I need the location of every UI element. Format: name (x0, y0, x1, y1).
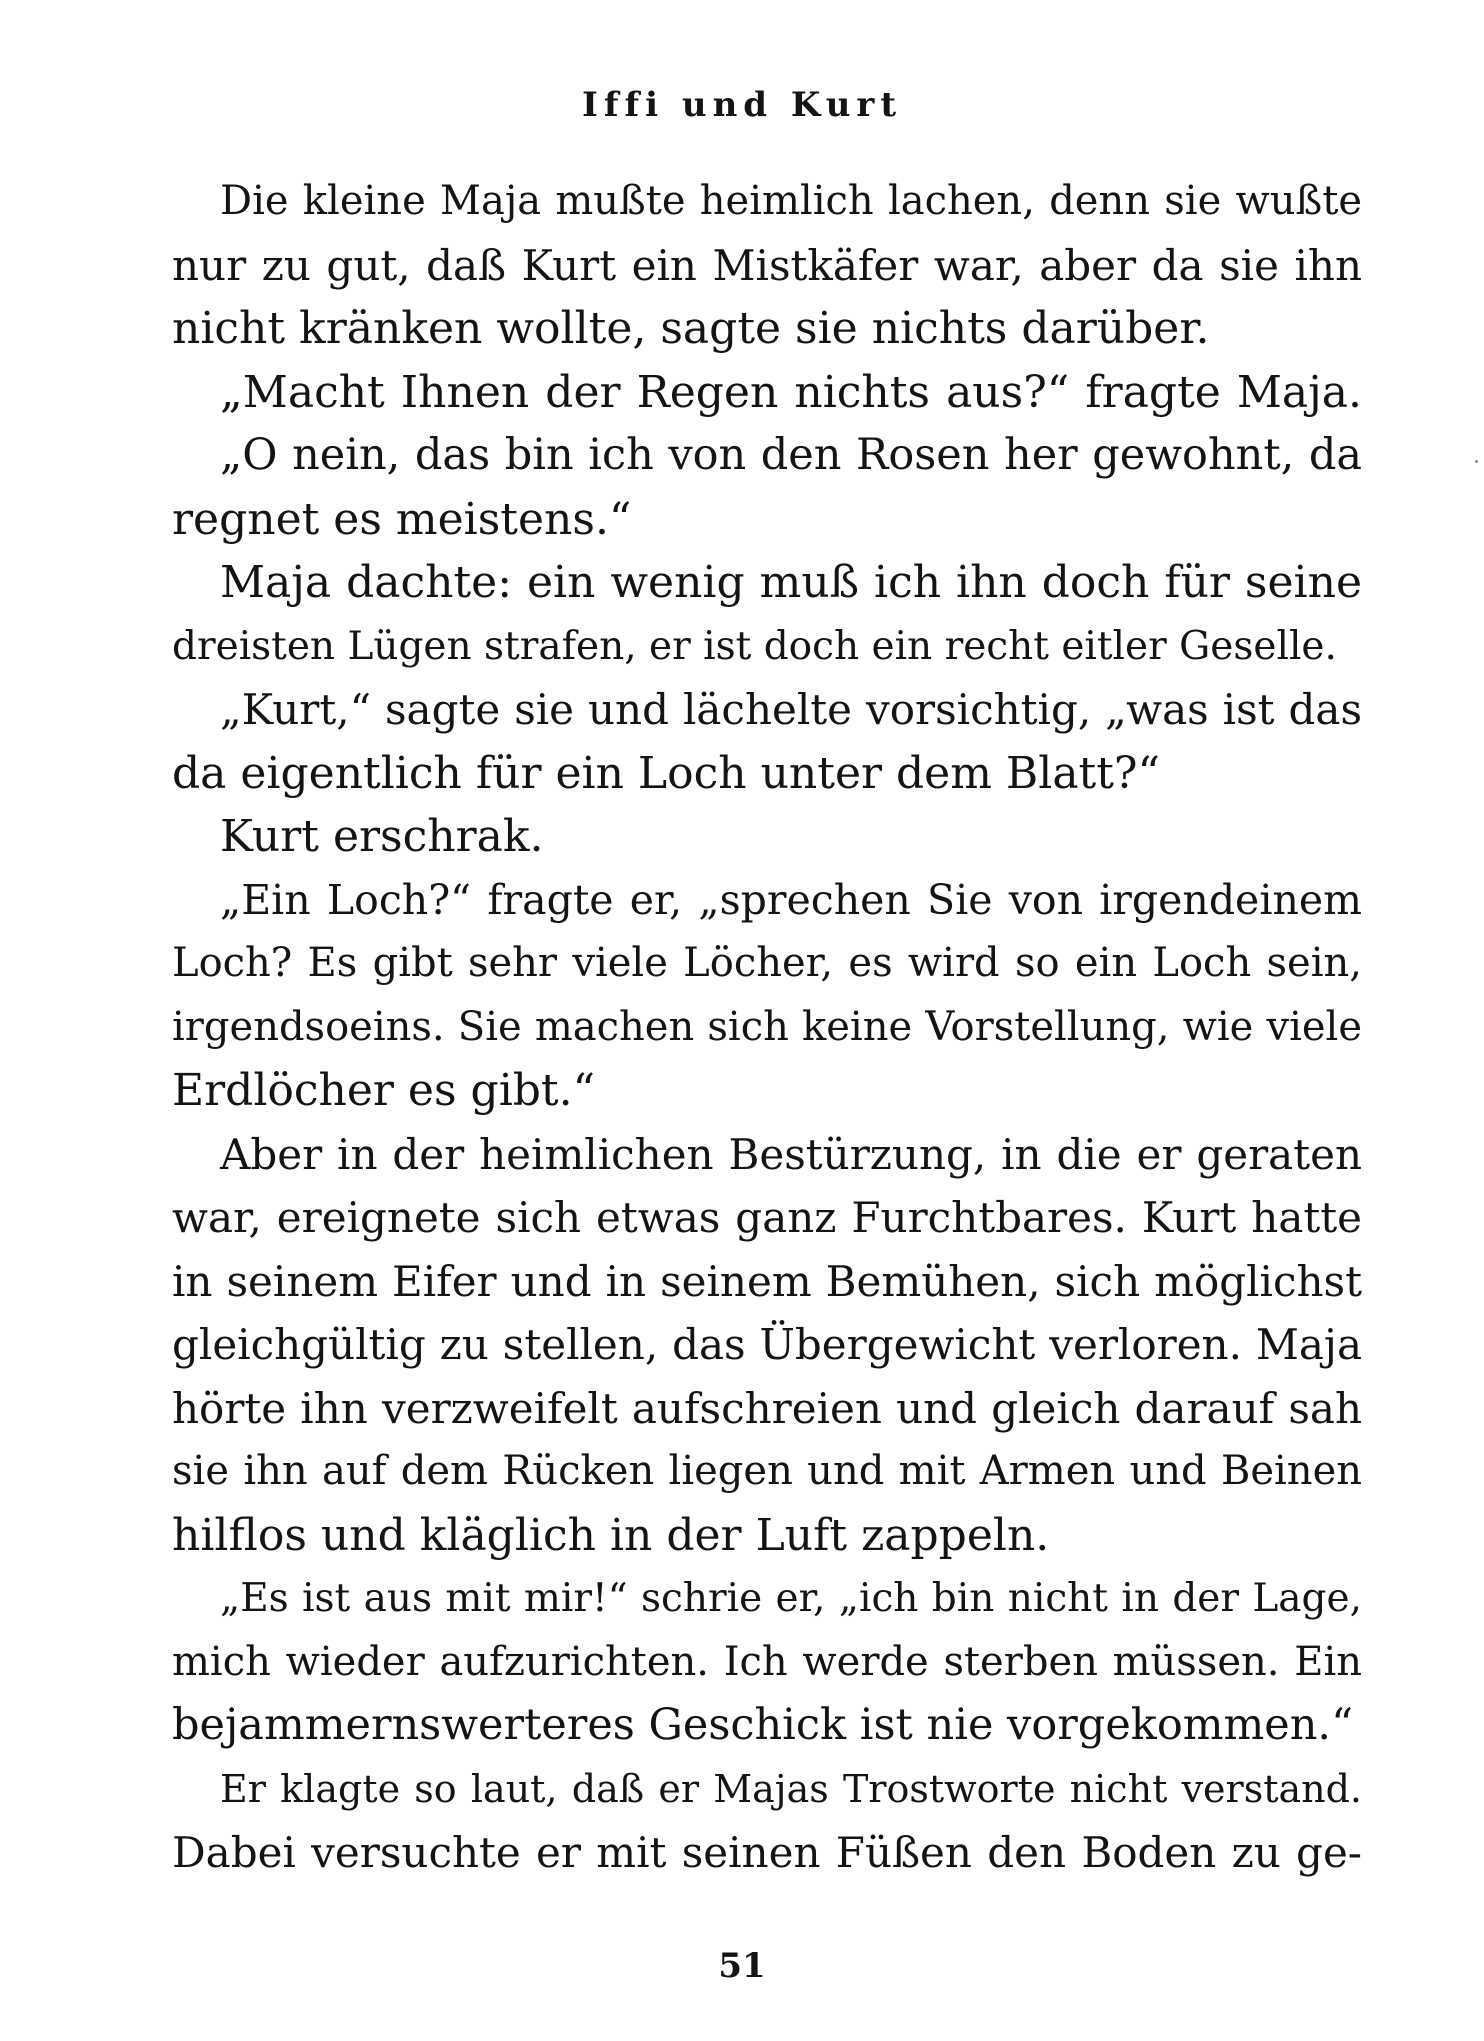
text-line: „Ein Loch?“ fragte er, „sprechen Sie von irgendeinem (220, 875, 1362, 924)
text-line: Loch? Es gibt sehr viele Löcher, es wird so ein Loch sein, (172, 940, 1362, 986)
text-line: mich wieder aufzurichten. Ich werde sterben müssen. Ein (172, 1638, 1362, 1685)
text-line: nicht kränken wollte, sagte sie nichts darüber. (172, 303, 1210, 354)
text-line: war, ereignete sich etwas ganz Furchtbares. Kurt hatte (172, 1193, 1362, 1242)
text-line: hörte ihn verzweifelt aufschreien und gleich darauf sah (172, 1383, 1362, 1433)
text-line: sie ihn auf dem Rücken liegen und mit Armen und Beinen (172, 1448, 1362, 1494)
text-line: Kurt erschrak. (220, 811, 544, 862)
text-line: nur zu gut, daß Kurt ein Mistkäfer war, aber da sie ihn (172, 240, 1362, 290)
scan-speck (1475, 460, 1478, 463)
text-line: bejammernswerteres Geschick ist nie vorgekommen.“ (172, 1700, 1354, 1750)
text-line: „O nein, das bin ich von den Rosen her gewohnt, da (220, 430, 1362, 480)
text-line: hilflos und kläglich in der Luft zappeln. (172, 1509, 1050, 1561)
text-line: gleichgültig zu stellen, das Übergewicht verloren. Maja (172, 1320, 1362, 1369)
text-line: Dabei versuchte er mit seinen Füßen den Boden zu ge- (172, 1828, 1362, 1877)
text-line: Erdlöcher es gibt.“ (172, 1065, 596, 1116)
page-number: 51 (718, 1946, 766, 1986)
text-line: irgendsoeins. Sie machen sich keine Vorstellung, wie viele (172, 1003, 1362, 1050)
text-line: da eigentlich für ein Loch unter dem Blatt?“ (172, 747, 1161, 799)
text-line: „Es ist aus mit mir!“ schrie er, „ich bin nicht in der Lage, (220, 1576, 1362, 1621)
body-text (172, 170, 1362, 1885)
text-line: „Macht Ihnen der Regen nichts aus?“ fragte Maja. (220, 366, 1362, 418)
running-head-title: Iffi und Kurt (581, 85, 903, 125)
text-line: in seinem Eifer und in seinem Bemühen, sich möglichst (172, 1256, 1362, 1306)
text-line: dreisten Lügen strafen, er ist doch ein recht eitler Geselle. (172, 623, 1337, 669)
text-line: Maja dachte: ein wenig muß ich ihn doch für seine (220, 557, 1362, 608)
text-line: Die kleine Maja mußte heimlich lachen, denn sie wußte (220, 178, 1362, 224)
text-line: Er klagte so laut, daß er Majas Trostworte nicht verstand. (220, 1766, 1362, 1811)
text-line: „Kurt,“ sagte sie und lächelte vorsichtig, „was ist das (220, 685, 1362, 734)
text-line: regnet es meistens.“ (172, 493, 632, 545)
text-line: Aber in der heimlichen Bestürzung, in die er geraten (220, 1129, 1362, 1179)
